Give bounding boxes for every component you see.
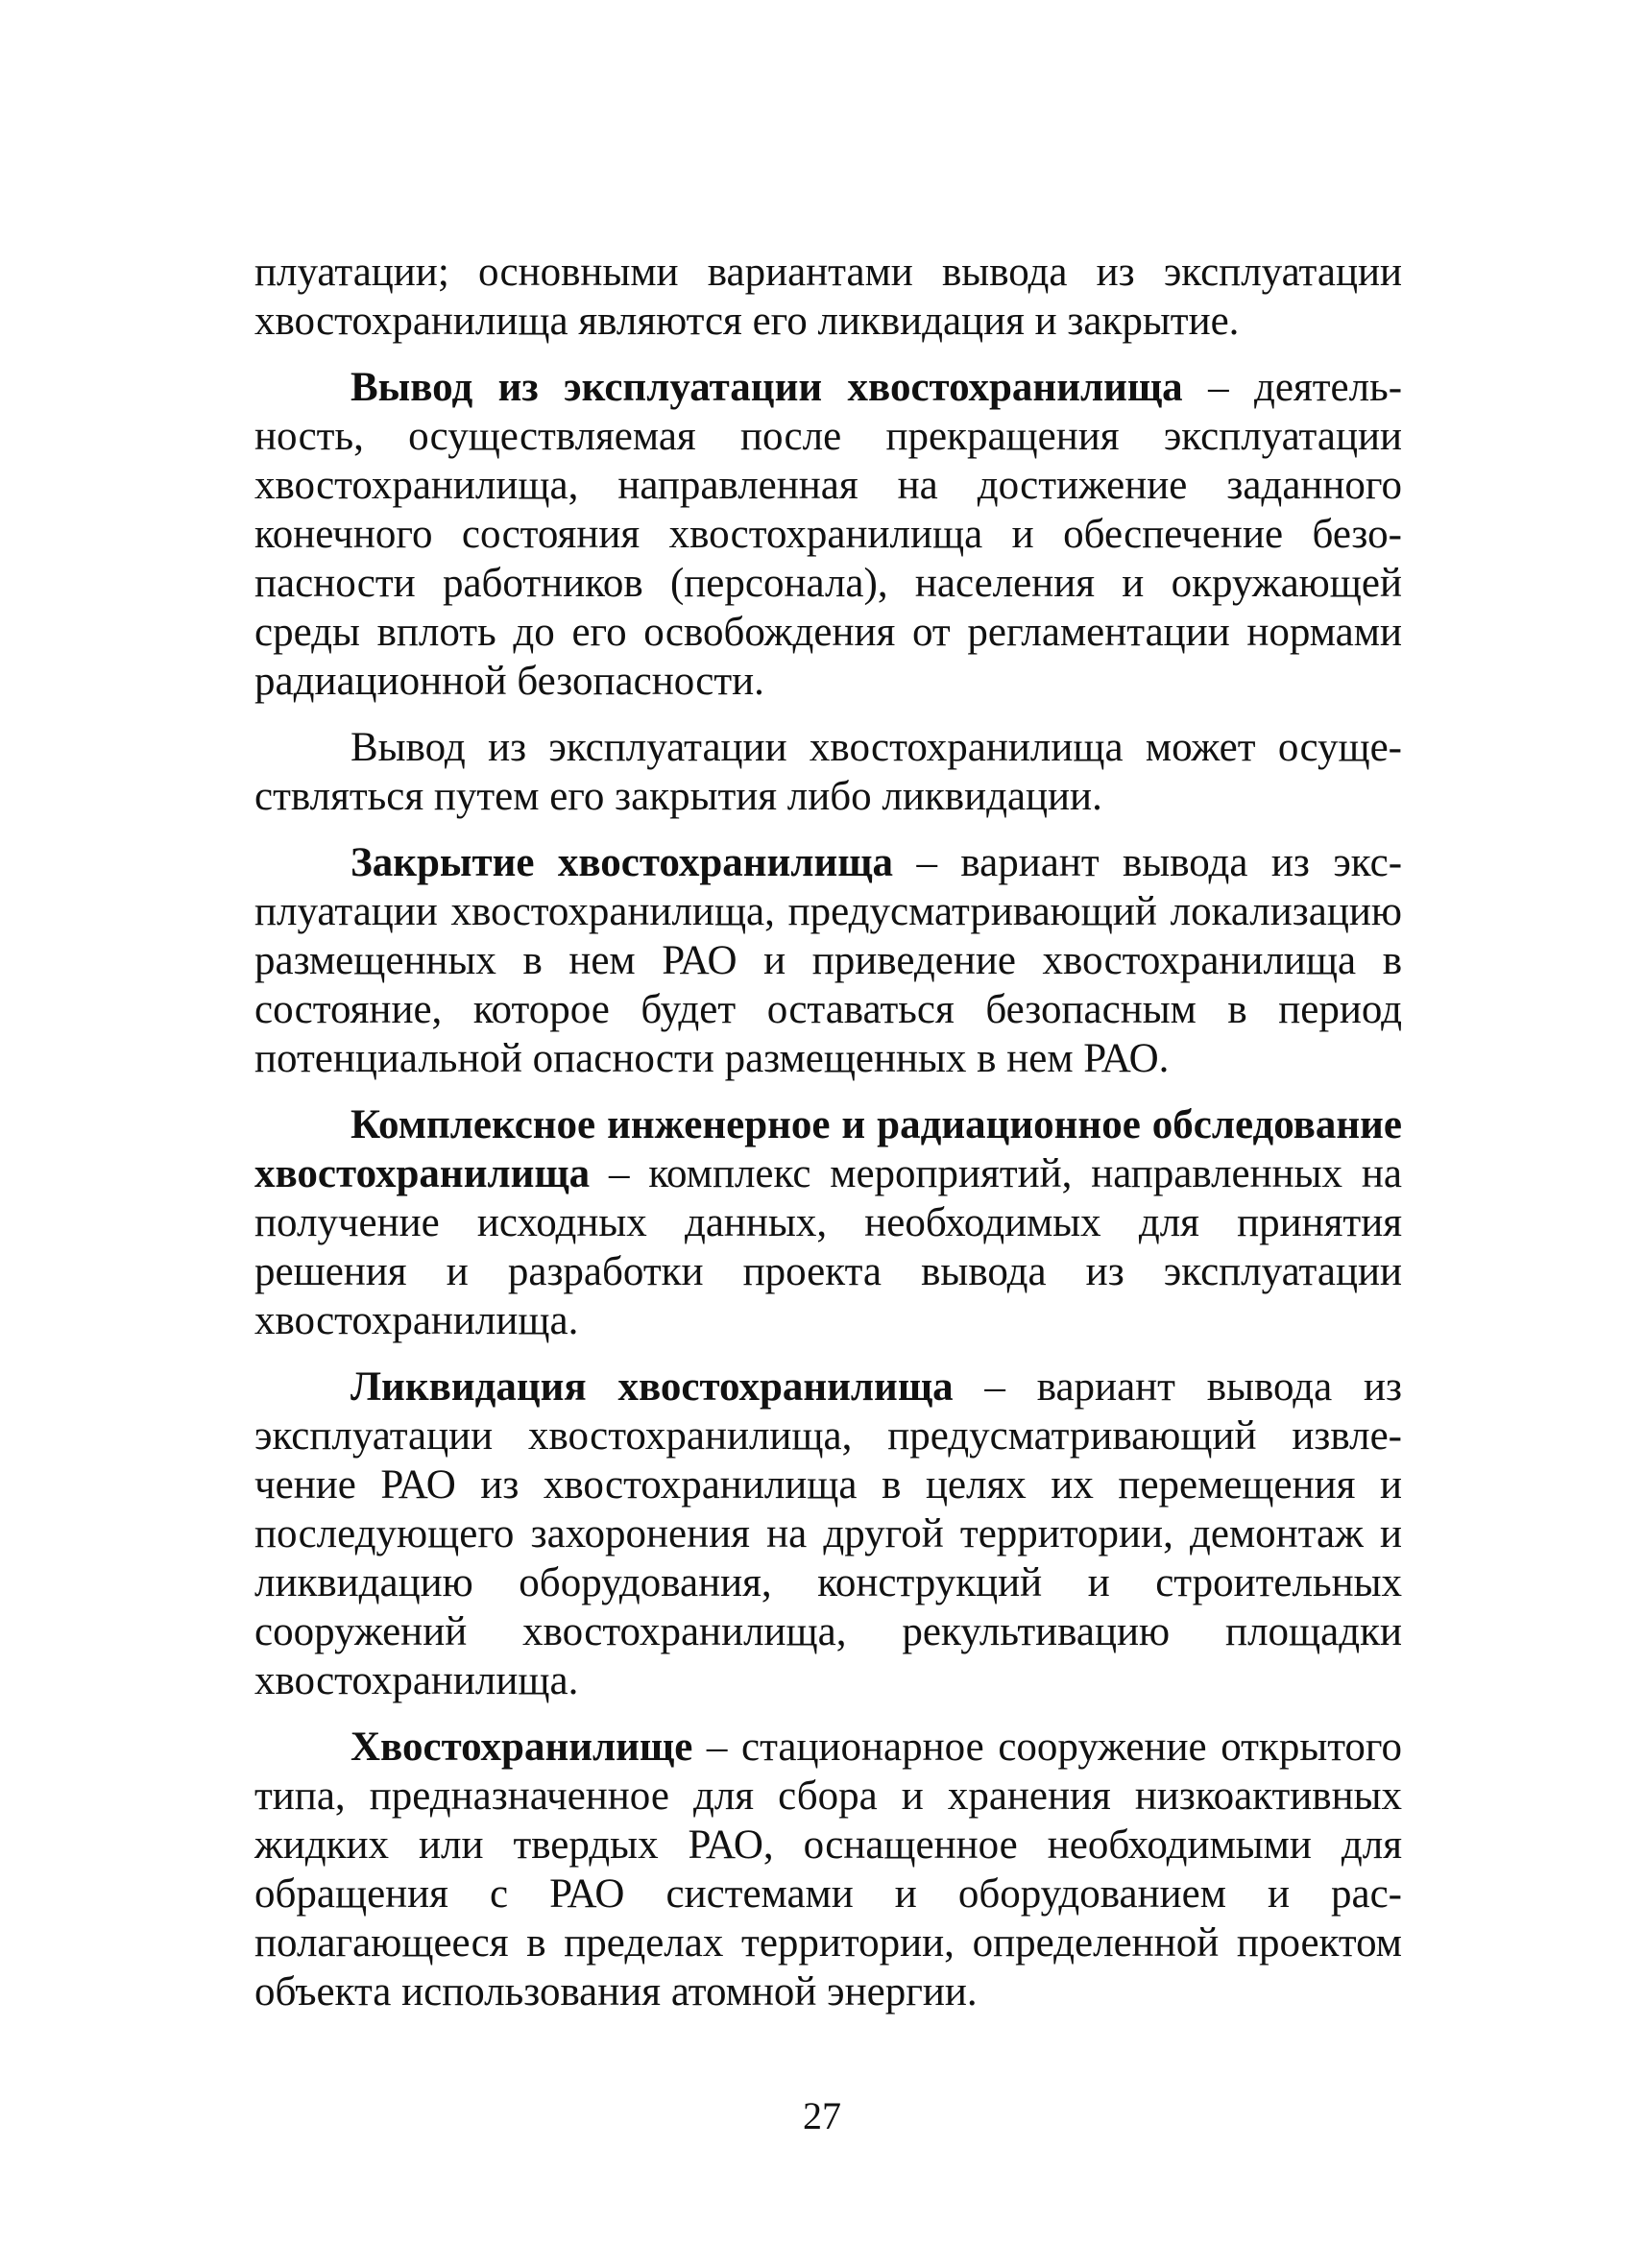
definition-text: вариант вывода из эксплуатации хвостохранилища, предусматривающий извлечение РАО из хвостохранилища в целях их перемещения и последующего захоронения на другой территории, демонтаж и ликвидацию оборудования, конструкций и строительных сооружений хвостохранилища, рекультивацию площадки хвостохранилища. bbox=[254, 1364, 1402, 1703]
definition-dash: – bbox=[692, 1725, 741, 1770]
definition-dash: – bbox=[590, 1151, 649, 1196]
paragraph-decommissioning-methods bbox=[254, 723, 1402, 821]
definition-term: Вывод из эксплуатации хвостохранилища bbox=[351, 365, 1183, 410]
definition-term: Ликвидация хвостохранилища bbox=[351, 1364, 954, 1410]
definition-text: стационарное сооружение открытого типа, предназначенное для сбора и хранения низкоактивных жидких или твердых РАО, оснащенное необходимыми для обращения с РАО системами и оборудованием и располагающееся в пределах территории, определенной проектом объекта использования атомной энергии. bbox=[254, 1725, 1402, 2015]
definition-dash: – bbox=[953, 1364, 1037, 1410]
definition-closure bbox=[254, 838, 1402, 1083]
definition-dash: – bbox=[1182, 365, 1254, 410]
paragraph-text: плуатации; основными вариантами вывода из эксплуатации хвостохранилища являются его ликвидация и закрытие. bbox=[254, 250, 1402, 344]
definition-text: деятельность, осуществляемая после прекращения эксплуатации хвостохранилища, направленная на достижение заданного конечного состояния хвостохранилища и обеспечение безопасности работников (персонала), населения и окружающей среды вплоть до его освобождения от регламентации нормами радиационной безопасности. bbox=[254, 365, 1403, 704]
paragraph-text: Вывод из эксплуатации хвостохранилища может осуществляться путем его закрытия либо ликвидации. bbox=[254, 725, 1402, 819]
definition-term: Комплексное инженерное и радиационное обследование хвостохранилища bbox=[254, 1102, 1402, 1196]
definition-tailings-storage bbox=[254, 1723, 1402, 2016]
paragraph-continuation bbox=[254, 248, 1402, 346]
definition-text: вариант вывода из эксплуатации хвостохранилища, предусматривающий локализацию размещенных в нем РАО и приведение хвостохранилища в состояние, которое будет оставаться безопасным в период потенциальной опасности размещенных в нем РАО. bbox=[254, 840, 1403, 1081]
body-text bbox=[254, 248, 1402, 2034]
definition-term: Хвостохранилище bbox=[351, 1725, 693, 1770]
definition-term: Закрытие хвостохранилища bbox=[351, 840, 894, 885]
definition-text: комплекс мероприятий, направленных на получение исходных данных, необходимых для принятия решения и разработки проекта вывода из эксплуатации хвостохранилища. bbox=[254, 1151, 1402, 1343]
definition-survey bbox=[254, 1100, 1402, 1345]
page-number: 27 bbox=[803, 2094, 841, 2137]
definition-liquidation bbox=[254, 1363, 1402, 1705]
definition-decommissioning bbox=[254, 363, 1402, 706]
definition-dash: – bbox=[893, 840, 961, 885]
